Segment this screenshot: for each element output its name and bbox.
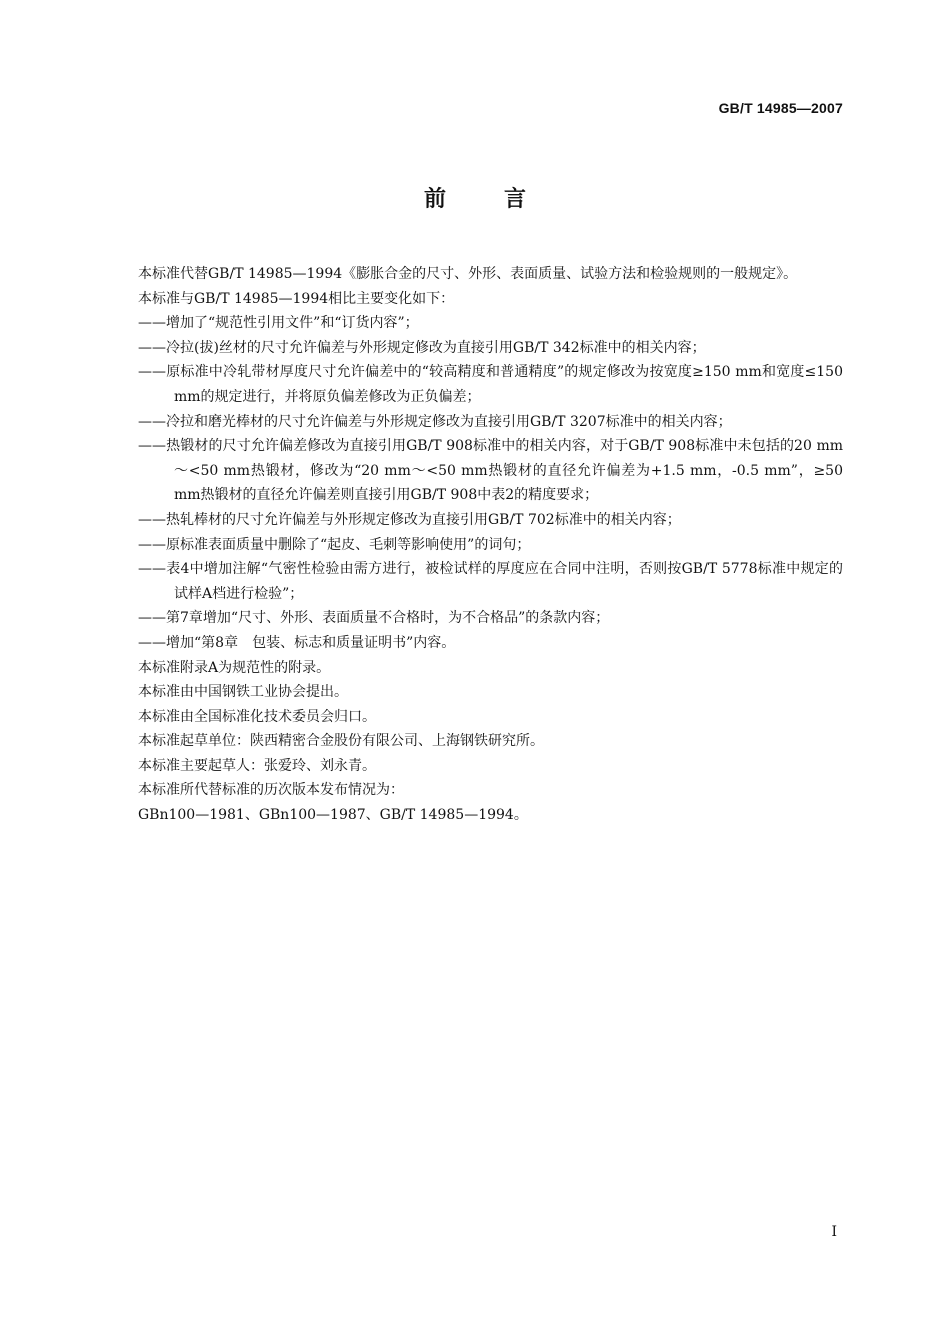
change-item: ——冷拉和磨光棒材的尺寸允许偏差与外形规定修改为直接引用GB/T 3207标准中的相关内容； xyxy=(138,413,732,430)
change-item: ——原标准表面质量中删除了“起皮、毛刺等影响使用”的词句； xyxy=(138,536,531,553)
page-number: I xyxy=(831,1224,837,1240)
change-item: ——第7章增加“尺寸、外形、表面质量不合格时，为不合格品”的条款内容； xyxy=(138,610,610,627)
intro-paragraph: 本标准与GB/T 14985—1994相比主要变化如下： xyxy=(138,290,455,307)
change-item: ——热锻材的尺寸允许偏差修改为直接引用GB/T 908标准中的相关内容，对于GB/T 908标准中未包括的20 mm～<50 mm热锻材，修改为“20 mm～<50 mm热锻材的直径允许偏差为+1.5 mm，-0.5 mm”，≥50 mm热锻材的直径允许偏差则直接引用GB/T 908中表2的精度要求； xyxy=(138,438,843,504)
standard-code: GB/T 14985—2007 xyxy=(718,100,843,116)
closing-paragraph: 本标准主要起草人：张爱玲、刘永青。 xyxy=(138,757,376,774)
closing-paragraph: 本标准所代替标准的历次版本发布情况为： xyxy=(138,782,404,799)
change-item: ——增加“第8章 包装、标志和质量证明书”内容。 xyxy=(138,634,456,651)
history-versions: GBn100—1981、GBn100—1987、GB/T 14985—1994。 xyxy=(138,807,528,824)
change-item: ——热轧棒材的尺寸允许偏差与外形规定修改为直接引用GB/T 702标准中的相关内容； xyxy=(138,511,681,528)
change-item: ——原标准中冷轧带材厚度尺寸允许偏差中的“较高精度和普通精度”的规定修改为按宽度≥150 mm和宽度≤150 mm的规定进行，并将原负偏差修改为正负偏差； xyxy=(138,364,843,405)
closing-paragraph: 本标准由全国标准化技术委员会归口。 xyxy=(138,708,376,725)
intro-paragraph: 本标准代替GB/T 14985—1994《膨胀合金的尺寸、外形、表面质量、试验方法和检验规则的一般规定》。 xyxy=(138,266,798,282)
closing-paragraph: 本标准起草单位：陕西精密合金股份有限公司、上海钢铁研究所。 xyxy=(138,733,544,750)
closing-paragraph: 本标准由中国钢铁工业协会提出。 xyxy=(138,684,348,701)
closing-paragraph: 本标准附录A为规范性的附录。 xyxy=(138,659,331,676)
foreword-body xyxy=(110,262,843,828)
change-item: ——表4中增加注解“气密性检验由需方进行，被检试样的厚度应在合同中注明，否则按GB/T 5778标准中规定的试样A档进行检验”； xyxy=(138,561,843,602)
page-title: 前言 xyxy=(423,187,584,212)
change-item: ——冷拉(拔)丝材的尺寸允许偏差与外形规定修改为直接引用GB/T 342标准中的相关内容； xyxy=(138,339,706,356)
change-item: ——增加了“规范性引用文件”和“订货内容”； xyxy=(138,315,419,332)
